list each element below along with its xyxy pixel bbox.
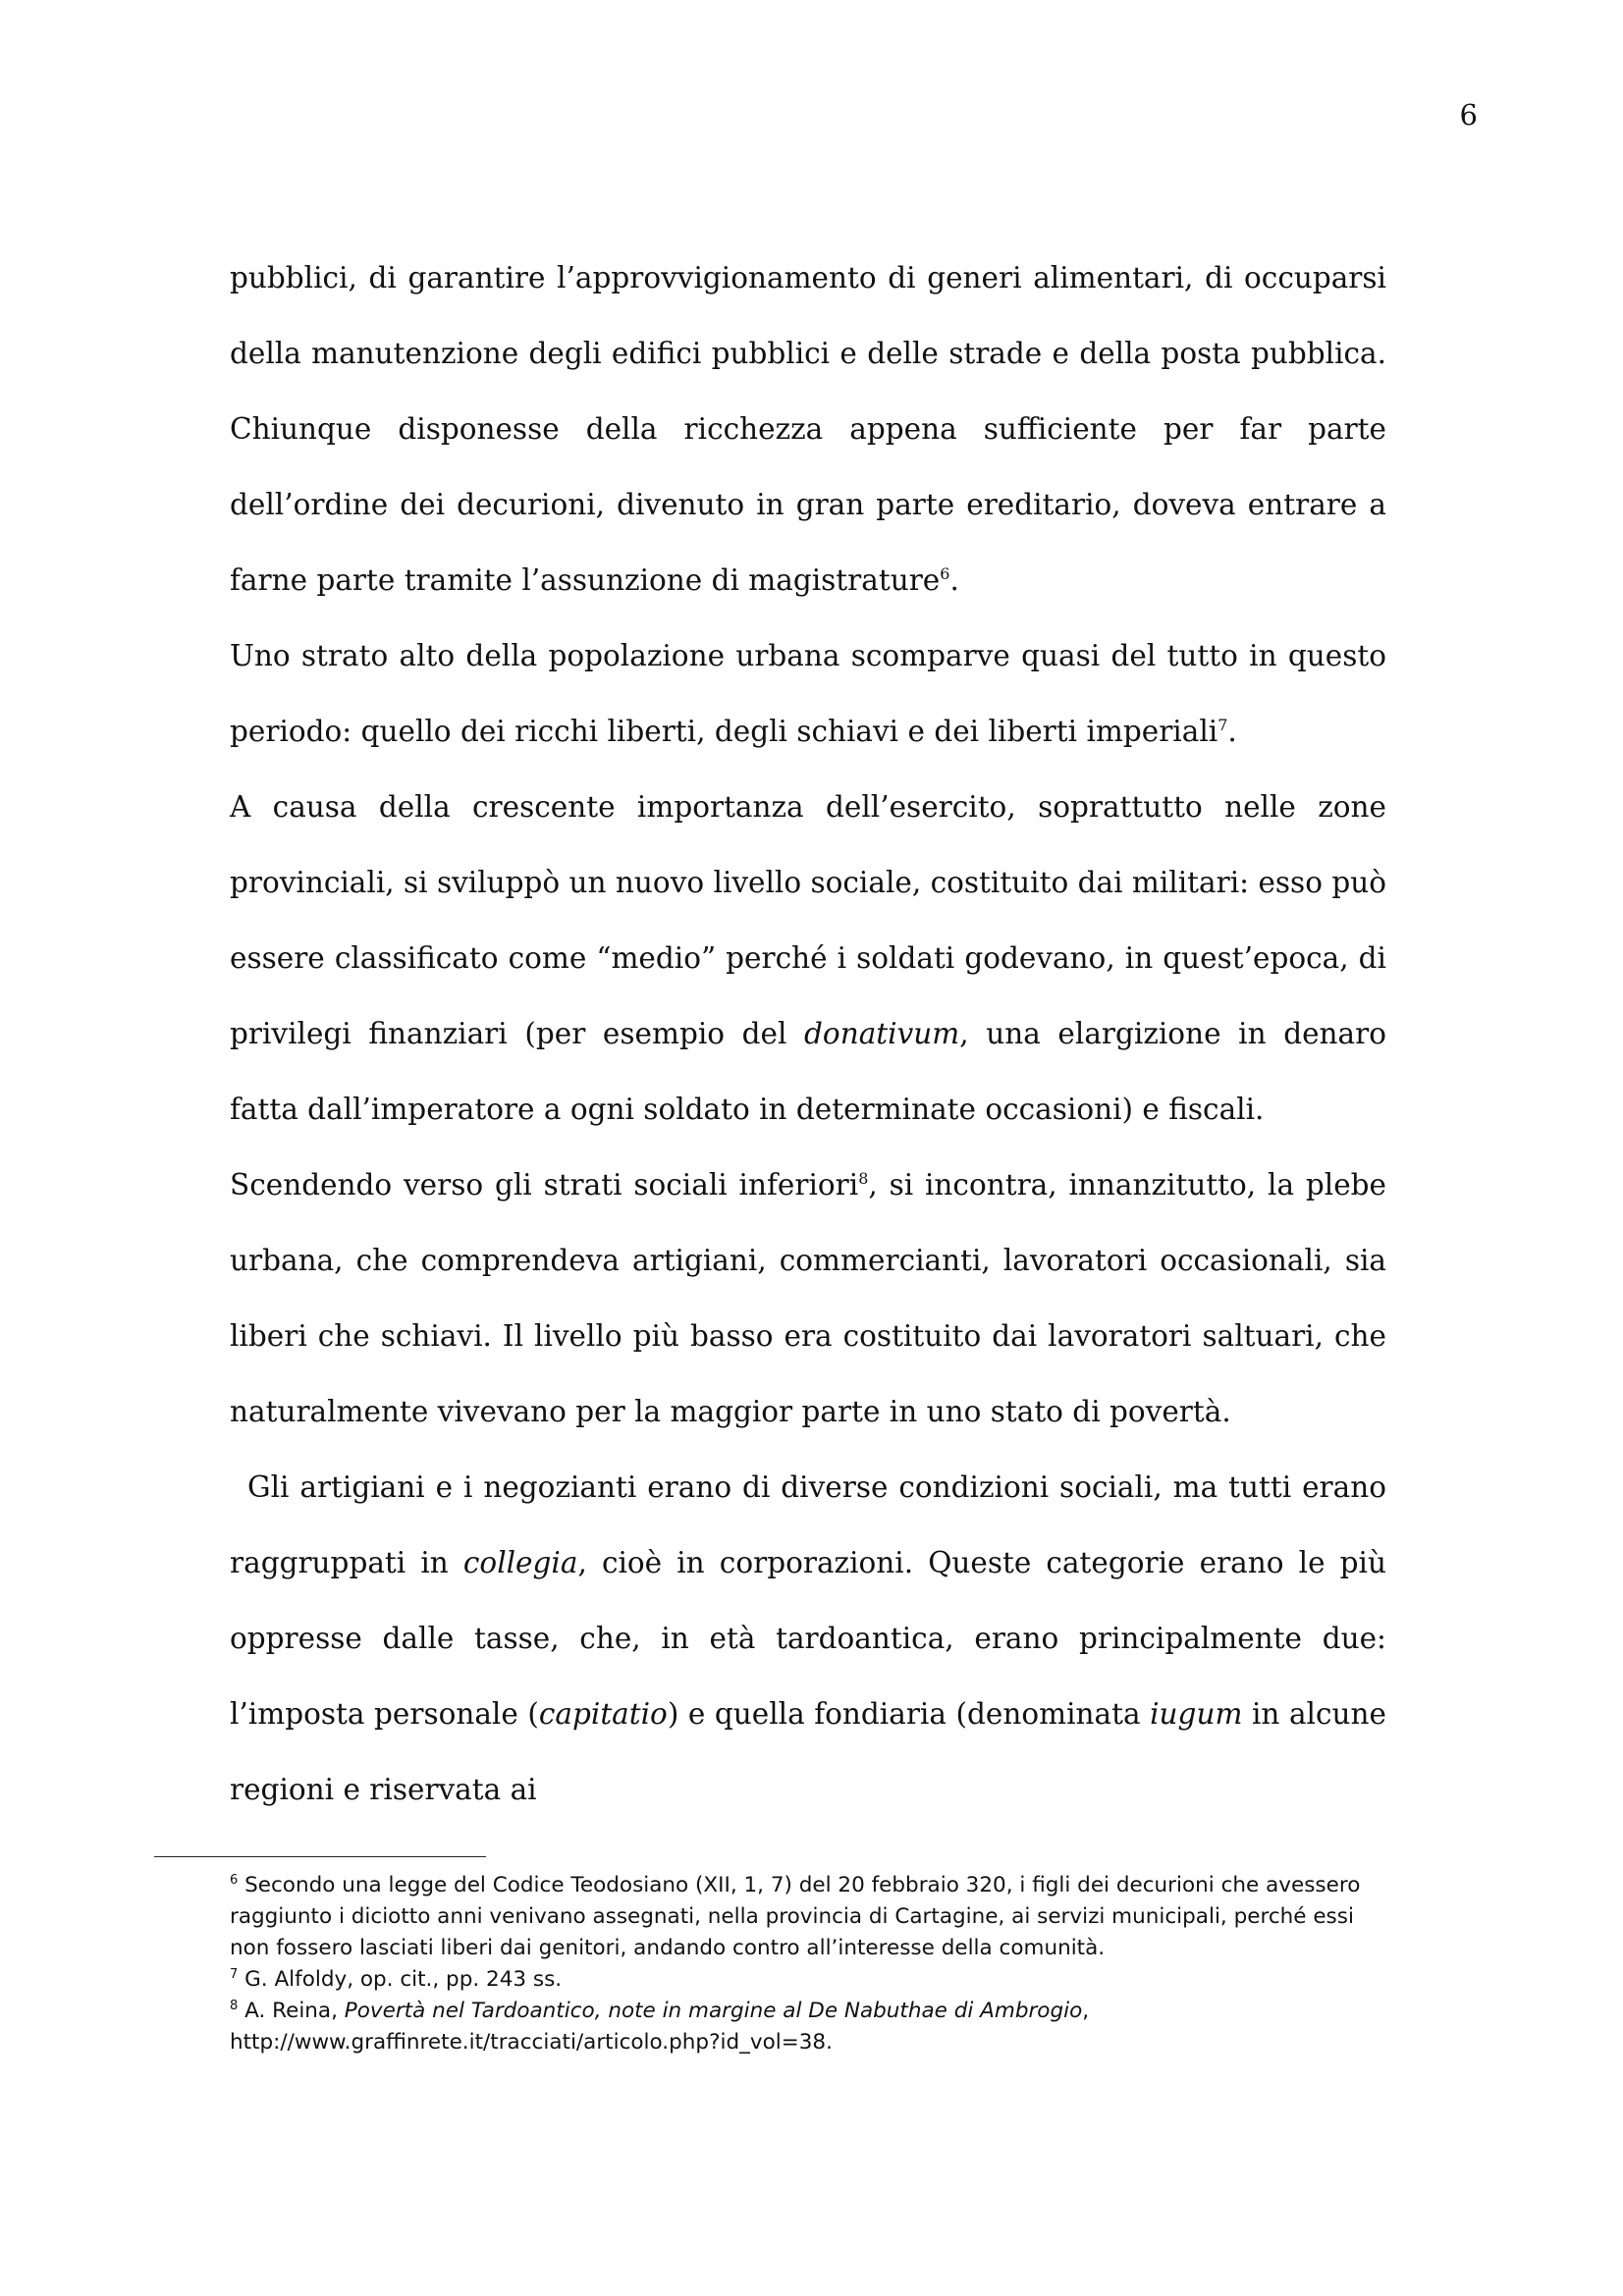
- paragraph-decurioni: [230, 240, 1386, 618]
- paragraph-plebe: [230, 1148, 1386, 1450]
- footnote-ref-6[interactable]: 6: [940, 564, 950, 584]
- italic-term-collegia: collegia: [462, 1546, 578, 1579]
- main-text: [230, 240, 1386, 1828]
- paragraph-text: ) e quella fondiaria (denominata: [667, 1697, 1151, 1731]
- footnote-url-link[interactable]: http://www.graffinrete.it/tracciati/articolo.php?id_vol=38.: [230, 2030, 833, 2055]
- footnote-8: [230, 1996, 1388, 2058]
- footnote-ref-7[interactable]: 7: [1217, 716, 1228, 735]
- footnote-title: Povertà nel Tardoantico, note in margine al De Nabuthae di Ambrogio: [344, 1999, 1083, 2023]
- footnote-number: 7: [230, 1966, 239, 1982]
- paragraph-artigiani: [230, 1450, 1386, 1828]
- page-number: 6: [1459, 98, 1478, 132]
- footnote-separator: [154, 1856, 486, 1857]
- footnote-text: A. Reina,: [238, 1999, 345, 2023]
- footnote-number: 8: [230, 1998, 239, 2013]
- footnote-7: [230, 1964, 1388, 1996]
- italic-term-donativum: donativum: [804, 1017, 960, 1050]
- italic-term-capitatio: capitatio: [538, 1697, 668, 1731]
- paragraph-text: , una elargizione in denaro fatta dall’imperatore a ogni soldato in determinate occasioni) e fiscali.: [230, 1017, 1386, 1126]
- paragraph-text: A causa della crescente importanza dell’esercito, soprattutto nelle zone provinciali, si sviluppò un nuovo livello sociale, costituito dai militari: esso può essere classificato come “medio” perché i soldati godevano, in quest’epoca, di privilegi finanziari (per esempio del: [230, 790, 1386, 1050]
- footnote-text: Secondo una legge del Codice Teodosiano (XII, 1, 7) del 20 febbraio 320, i figli dei decurioni che avessero raggiunto i diciotto anni venivano assegnati, nella provincia di Cartagine, ai servizi municipali, perché essi non fossero lasciati liberi dai genitori, andando contro all’interesse della comunità.: [230, 1873, 1361, 1960]
- paragraph-liberti: [230, 618, 1386, 770]
- footnote-number: 6: [230, 1872, 239, 1888]
- footnote-ref-8[interactable]: 8: [858, 1169, 869, 1189]
- paragraph-text: , cioè in corporazioni. Queste categorie erano le più oppresse dalle tasse, che, in età tardoantica, erano principalmente due: l’imposta personale (: [230, 1546, 1386, 1731]
- paragraph-text: .: [949, 563, 959, 597]
- paragraph-esercito: [230, 770, 1386, 1148]
- paragraph-text: .: [1227, 715, 1237, 748]
- footnotes: [230, 1870, 1388, 2058]
- footnote-text: ,: [1082, 1999, 1090, 2023]
- paragraph-text: Uno strato alto della popolazione urbana scomparve quasi del tutto in questo periodo: quello dei ricchi liberti, degli schiavi e dei liberti imperiali: [230, 639, 1386, 748]
- footnote-text: G. Alfoldy, op. cit., pp. 243 ss.: [238, 1967, 563, 1992]
- paragraph-text: Scendendo verso gli strati sociali inferiori: [230, 1168, 859, 1201]
- paragraph-text: Gli artigiani e i negozianti erano di diverse condizioni sociali, ma tutti erano raggruppati in: [230, 1470, 1386, 1579]
- paragraph-text: in alcune regioni e riservata ai: [230, 1697, 1386, 1806]
- footnote-6: [230, 1870, 1388, 1964]
- italic-term-iugum: iugum: [1150, 1697, 1243, 1731]
- paragraph-text: pubblici, di garantire l’approvvigionamento di generi alimentari, di occuparsi della manutenzione degli edifici pubblici e delle strade e della posta pubblica. Chiunque disponesse della ricchezza appena sufficiente per far parte dell’ordine dei decurioni, divenuto in gran parte ereditario, doveva entrare a farne parte tramite l’assunzione di magistrature: [230, 261, 1386, 597]
- paragraph-text: , si incontra, innanzitutto, la plebe urbana, che comprendeva artigiani, commercianti, lavoratori occasionali, sia liberi che schiavi. Il livello più basso era costituito dai lavoratori saltuari, che naturalmente vivevano per la maggior parte in uno stato di povertà.: [230, 1168, 1386, 1428]
